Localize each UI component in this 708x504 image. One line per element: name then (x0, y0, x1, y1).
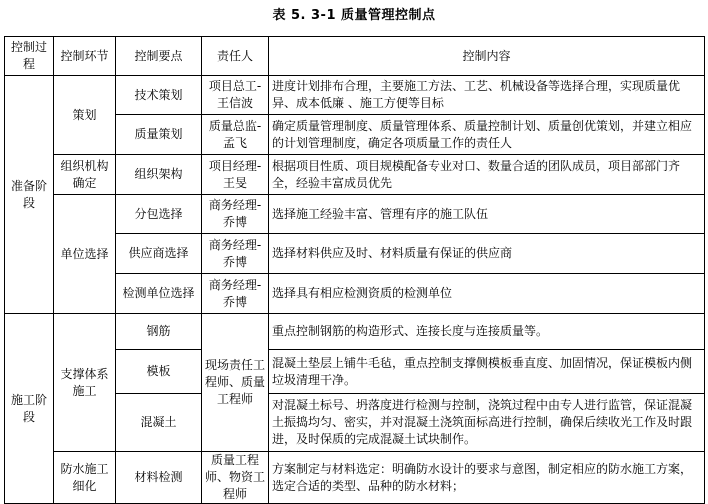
content-cell: 选择施工经验丰富、管理有序的施工队伍 (269, 195, 705, 234)
point-cell: 组织架构 (116, 155, 202, 195)
point-cell: 分包选择 (116, 195, 202, 234)
header-point: 控制要点 (116, 37, 202, 76)
quality-control-table (4, 36, 705, 504)
segment-cell: 支撑体系施工 (54, 314, 116, 452)
owner-cell: 商务经理-乔博 (202, 195, 269, 234)
content-cell: 混凝土垫层上铺牛毛毡，重点控制支撑侧模板垂直度、加固情况，保证模板内侧垃圾清理干净。 (269, 350, 705, 394)
table-row (5, 195, 705, 234)
owner-cell: 质量总监-孟飞 (202, 115, 269, 155)
point-cell: 钢筋 (116, 314, 202, 350)
point-cell: 模板 (116, 350, 202, 394)
header-row (5, 37, 705, 76)
owner-cell: 质量工程师、物资工程师 (202, 452, 269, 504)
content-cell: 重点控制钢筋的构造形式、连接长度与连接质量等。 (269, 314, 705, 350)
segment-cell: 组织机构确定 (54, 155, 116, 195)
stage-cell: 准备阶段 (5, 76, 54, 314)
point-cell: 供应商选择 (116, 234, 202, 274)
table-row (5, 314, 705, 350)
table-row (5, 76, 705, 115)
content-cell: 选择材料供应及时、材料质量有保证的供应商 (269, 234, 705, 274)
content-cell: 方案制定与材料选定：明确防水设计的要求与意图，制定相应的防水施工方案，选定合适的类型、品种的防水材料； (269, 452, 705, 504)
content-cell: 进度计划排布合理，主要施工方法、工艺、机械设备等选择合理，实现质量优异、成本低廉 、施工方便等目标 (269, 76, 705, 115)
table-row (5, 155, 705, 195)
owner-cell: 商务经理-乔博 (202, 234, 269, 274)
stage-cell: 施工阶段 (5, 314, 54, 504)
segment-cell: 防水施工细化 (54, 452, 116, 504)
point-cell: 检测单位选择 (116, 274, 202, 314)
segment-cell: 策划 (54, 76, 116, 155)
content-cell: 根据项目性质、项目规模配备专业对口、数量合适的团队成员，项目部部门齐全，经验丰富成员优先 (269, 155, 705, 195)
header-segment: 控制环节 (54, 37, 116, 76)
owner-cell: 项目经理-王旻 (202, 155, 269, 195)
header-stage: 控制过程 (5, 37, 54, 76)
content-cell: 对混凝土标号、坍落度进行检测与控制，浇筑过程中由专人进行监管，保证混凝土振捣均匀、密实，并对混凝土浇筑面标高进行控制，确保后续收光工作及时跟进，及时保质的完成混凝土试块制作。 (269, 394, 705, 452)
owner-cell: 现场责任工程师、质量工程师 (202, 314, 269, 452)
owner-cell: 项目总工-王信波 (202, 76, 269, 115)
point-cell: 质量策划 (116, 115, 202, 155)
table-title: 表 5. 3-1 质量管理控制点 (272, 8, 436, 23)
segment-cell: 单位选择 (54, 195, 116, 314)
owner-cell: 商务经理-乔博 (202, 274, 269, 314)
content-cell: 选择具有相应检测资质的检测单位 (269, 274, 705, 314)
point-cell: 材料检测 (116, 452, 202, 504)
table-row (5, 452, 705, 504)
content-cell: 确定质量管理制度、质量管理体系、质量控制计划、质量创优策划，并建立相应的计划管理制度，确定各项质量工作的责任人 (269, 115, 705, 155)
point-cell: 技术策划 (116, 76, 202, 115)
point-cell: 混凝土 (116, 394, 202, 452)
header-content: 控制内容 (269, 37, 705, 76)
header-owner: 责任人 (202, 37, 269, 76)
